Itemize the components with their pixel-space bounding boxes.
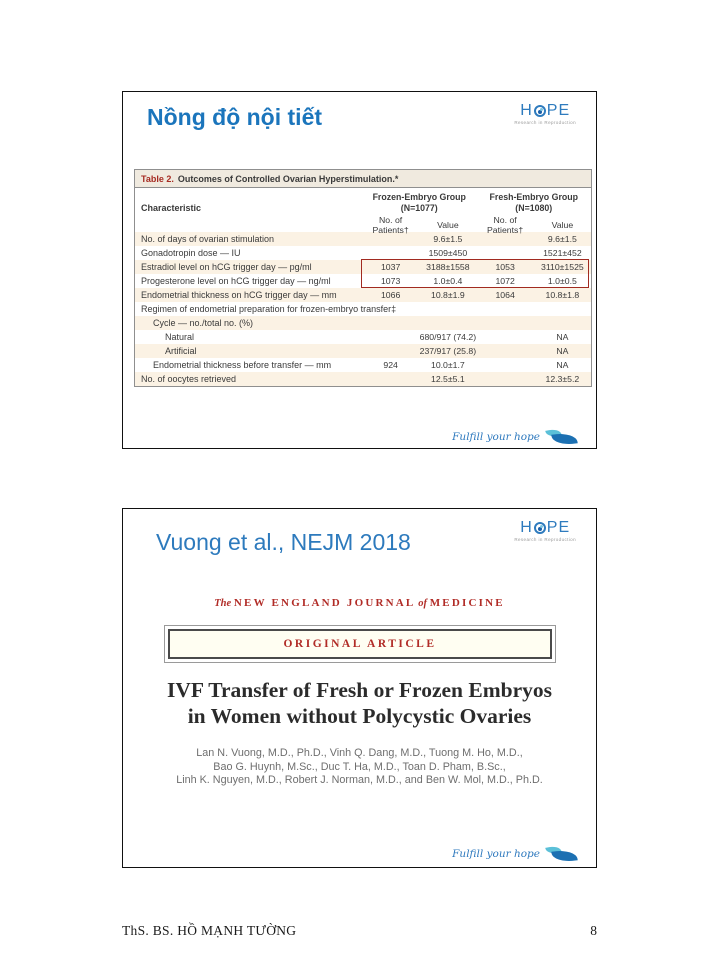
outcomes-table: [134, 169, 592, 387]
masthead-new-england-journal: NEW ENGLAND JOURNAL: [233, 597, 416, 609]
fresh-group-n: (N=1080): [515, 202, 553, 213]
table-row: [135, 316, 591, 330]
subheader-patients-fresh: No. of Patients†: [487, 214, 524, 235]
row-cell: 10.8±1.9: [430, 290, 465, 300]
fresh-group-name: Fresh-Embryo Group: [489, 192, 578, 202]
row-cell: 1.0±0.4: [433, 276, 463, 286]
table-subheaders: [135, 214, 591, 235]
footer-author: ThS. BS. HỒ MẠNH TƯỜNG: [122, 923, 297, 938]
row-cell: 1053: [495, 262, 515, 272]
fulfill-slogan: [452, 845, 578, 863]
hope-logo: [514, 520, 576, 542]
hope-logo-letter-h: H: [520, 519, 533, 536]
table-rows: [135, 232, 591, 386]
row-label: No. of days of ovarian stimulation: [141, 234, 275, 244]
row-cell: 1.0±0.5: [547, 276, 577, 286]
table-row: [135, 344, 591, 358]
table-row: [135, 330, 591, 344]
row-cell: NA: [556, 332, 569, 342]
table-row: [135, 274, 591, 288]
row-cell: 10.0±1.7: [430, 360, 465, 370]
row-cell: 237/917 (25.8): [419, 346, 477, 356]
table-row: [135, 302, 591, 316]
characteristic-header: Characteristic: [141, 203, 202, 213]
row-cell: 12.3±5.2: [545, 374, 580, 384]
table-row: [135, 246, 591, 260]
row-cell: 9.6±1.5: [433, 234, 463, 244]
table-caption-text: Outcomes of Controlled Ovarian Hyperstimulation.*: [177, 173, 399, 184]
article-title-line2: in Women without Polycystic Ovaries: [187, 704, 532, 728]
row-label: No. of oocytes retrieved: [141, 374, 237, 384]
authors-line3: Linh K. Nguyen, M.D., Robert J. Norman, M.D., and Ben W. Mol, M.D., Ph.D.: [176, 774, 543, 786]
fulfill-slogan: [452, 428, 578, 446]
table-row: [135, 288, 591, 302]
row-cell: 1064: [495, 290, 515, 300]
table-column-groups: [135, 188, 591, 217]
hope-logo-wordmark: [514, 520, 576, 536]
frozen-group-n: (N=1077): [400, 202, 438, 213]
row-label: Gonadotropin dose — IU: [141, 248, 241, 258]
frozen-group-name: Frozen-Embryo Group: [372, 192, 466, 202]
authors-line1: Lan N. Vuong, M.D., Ph.D., Vinh Q. Dang, M.D., Tuong M. Ho, M.D.,: [196, 747, 523, 759]
table-caption: [135, 170, 591, 188]
slide-1: [122, 91, 597, 449]
row-cell: 1073: [380, 276, 401, 286]
hope-logo-wordmark: [514, 103, 576, 119]
table-caption-label: Table 2.: [141, 173, 174, 184]
masthead-of: of: [418, 598, 427, 609]
row-cell: NA: [556, 360, 569, 370]
row-label: Natural: [165, 332, 195, 342]
row-cell: 1072: [495, 276, 515, 286]
row-cell: 1037: [380, 262, 401, 272]
row-cell: 680/917 (74.2): [419, 332, 477, 342]
subheader-value-frozen: Value: [437, 219, 459, 230]
subheader-patients-frozen: No. of Patients†: [372, 214, 409, 235]
row-cell: 9.6±1.5: [547, 234, 577, 244]
article-title-line1: IVF Transfer of Fresh or Frozen Embryos: [167, 678, 552, 702]
fulfill-text: Fulfill your hope: [452, 431, 540, 443]
row-cell: 12.5±5.1: [430, 374, 465, 384]
row-label: Endometrial thickness before transfer — mm: [153, 360, 332, 370]
nejm-masthead: [123, 597, 596, 609]
article-title: [123, 677, 596, 729]
hope-eye-icon: [534, 105, 546, 117]
hope-tagline: Research in Reproduction: [514, 120, 576, 125]
hope-eye-icon: [534, 522, 546, 534]
row-cell: 1509±450: [428, 248, 468, 258]
swoosh-logo-icon: [546, 845, 578, 863]
row-cell: 1066: [380, 290, 401, 300]
authors-line2: Bao G. Huynh, M.Sc., Duc T. Ha, M.D., Toan D. Pham, B.Sc.,: [213, 760, 506, 773]
hope-logo-letter-h: H: [520, 102, 533, 119]
masthead-the: The: [214, 598, 232, 609]
slide-2: [122, 508, 597, 868]
hope-tagline: Research in Reproduction: [514, 537, 576, 542]
slide2-title: Vuong et al., NEJM 2018: [156, 529, 411, 555]
article-authors: [123, 747, 596, 788]
row-cell: 10.8±1.8: [545, 290, 580, 300]
subheader-value-fresh: Value: [551, 219, 574, 230]
original-article-inner-box: [168, 629, 552, 659]
row-label: Progesterone level on hCG trigger day — ng/ml: [141, 276, 331, 286]
row-label: Artificial: [165, 346, 197, 356]
swoosh-logo-icon: [546, 428, 578, 446]
row-cell: 924: [383, 360, 398, 370]
row-cell: NA: [556, 346, 569, 356]
slide1-title: Nồng độ nội tiết: [147, 104, 323, 130]
row-cell: 3110±1525: [540, 262, 584, 272]
table-row: [135, 358, 591, 372]
fresh-group-header: [477, 188, 592, 217]
masthead-medicine: MEDICINE: [429, 597, 505, 609]
row-label: Estradiol level on hCG trigger day — pg/ml: [141, 262, 312, 272]
original-article-label: ORIGINAL ARTICLE: [283, 638, 437, 650]
table-row: [135, 372, 591, 386]
hope-logo-letters-pe: PE: [546, 102, 571, 119]
row-cell: 3188±1558: [426, 262, 470, 272]
row-label: Endometrial thickness on hCG trigger day — mm: [141, 290, 337, 300]
frozen-group-header: [362, 188, 477, 217]
row-cell: 1521±452: [543, 248, 582, 258]
original-article-box: [164, 625, 556, 663]
hope-logo-letters-pe: PE: [546, 519, 571, 536]
row-label: Regimen of endometrial preparation for frozen-embryo transfer‡: [141, 304, 397, 314]
table-row: [135, 260, 591, 274]
fulfill-text: Fulfill your hope: [452, 848, 540, 860]
hope-logo: [514, 103, 576, 125]
footer-page-number: 8: [590, 923, 597, 938]
row-label: Cycle — no./total no. (%): [153, 318, 254, 328]
